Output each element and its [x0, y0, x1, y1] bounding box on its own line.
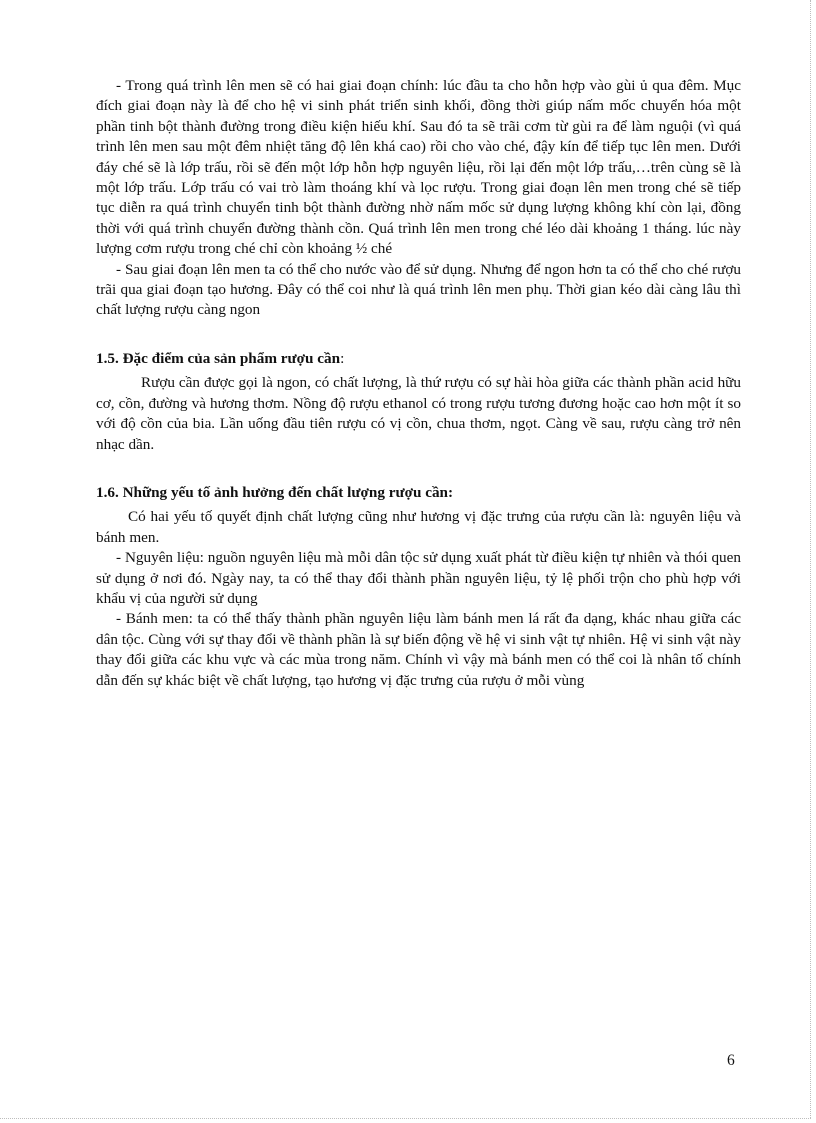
paragraph-product-characteristics: Rượu cần được gọi là ngon, có chất lượng, là thứ rượu có sự hài hòa giữa các thành phần acid hữu cơ, cồn, đường và hương thơm. Nồng độ rượu ethanol có trong rượu tương đương hoặc cao hơn một ít so với độ cồn của bia. Lần uống đầu tiên rượu có vị cồn, chua thơm, ngọt. Càng về sau, rượu càng trở nên nhạc dần. [96, 374, 741, 453]
page-number: 6 [727, 1052, 735, 1069]
paragraph-factors-intro: Có hai yếu tố quyết định chất lượng cũng như hương vị đặc trưng của rượu cần là: nguyên liệu và bánh men. [96, 508, 741, 546]
paragraph-yeast-cake: - Bánh men: ta có thể thấy thành phần nguyên liệu làm bánh men lá rất đa dạng, khác nhau giữa các dân tộc. Cùng với sự thay đổi về thành phần là sự biến động về hệ vi sinh vật tự nhiên. Hệ vi sinh vật này thay đổi giữa các khu vực và các mùa trong năm. Chính vì vậy mà bánh men có thể coi là nhân tố chính dẫn đến sự khác biệt về chất lượng, tạo hương vị đặc trưng của rượu ở mỗi vùng [96, 610, 741, 689]
heading-section-1-6: 1.6. Những yếu tố ảnh hưởng đến chất lượng rượu cần: [96, 483, 454, 501]
page-border-bottom [0, 1118, 811, 1119]
paragraph-fermentation-stages: - Trong quá trình lên men sẽ có hai giai đoạn chính: lúc đầu ta cho hỗn hợp vào gùi ủ qua đêm. Mục đích giai đoạn này là để cho hệ vi sinh phát triển sinh khối, đồng thời giúp nấm mốc chuyển hóa một phần tinh bột thành đường trong điều kiện hiếu khí. Sau đó ta sẽ trãi cơm từ gùi ra để làm nguội (vì quá trình lên men sau một đêm nhiệt tăng độ lên khá cao) rồi cho vào ché, đậy kín để tiếp tục lên men. Dưới đáy ché sẽ là lớp trấu, rồi sẽ đến một lớp hỗn hợp nguyên liệu, rồi lại đến một lớp trấu,…trên cùng sẽ là một lớp trấu. Lớp trấu có vai trò làm thoáng khí và lọc rượu. Trong giai đoạn lên men trong ché sẽ tiếp tục diễn ra quá trình chuyển tinh bột thành đường nhờ nấm mốc sử dụng lượng không khí còn lại, đồng thời với quá trình chuyển đường thành cồn. Quá trình lên men trong ché léo dài khoảng 1 tháng. lúc này lượng cơm rượu trong ché chỉ còn khoảng ½ ché [96, 77, 741, 258]
page-border-right [810, 0, 811, 1118]
document-body [96, 76, 741, 691]
paragraph-aroma-stage: - Sau giai đoạn lên men ta có thể cho nước vào để sử dụng. Nhưng để ngon hơn ta có thể cho ché rượu trãi qua giai đoạn tạo hương. Đây có thể coi như là quá trình lên men phụ. Thời gian kéo dài càng lâu thì chất lượng rượu càng ngon [96, 260, 741, 319]
paragraph-raw-materials: - Nguyên liệu: nguồn nguyên liệu mà mỗi dân tộc sử dụng xuất phát từ điều kiện tự nhiên và thói quen sử dụng ở nơi đó. Ngày nay, ta có thể thay đổi thành phần nguyên liệu, tỷ lệ phối trộn cho phù hợp với khẩu vị của người sử dụng [96, 549, 741, 607]
heading-section-1-5-text: 1.5. Đặc điểm của sản phẩm rượu cần [96, 349, 341, 367]
heading-section-1-5-colon: : [340, 349, 345, 367]
heading-section-1-5 [96, 349, 741, 369]
